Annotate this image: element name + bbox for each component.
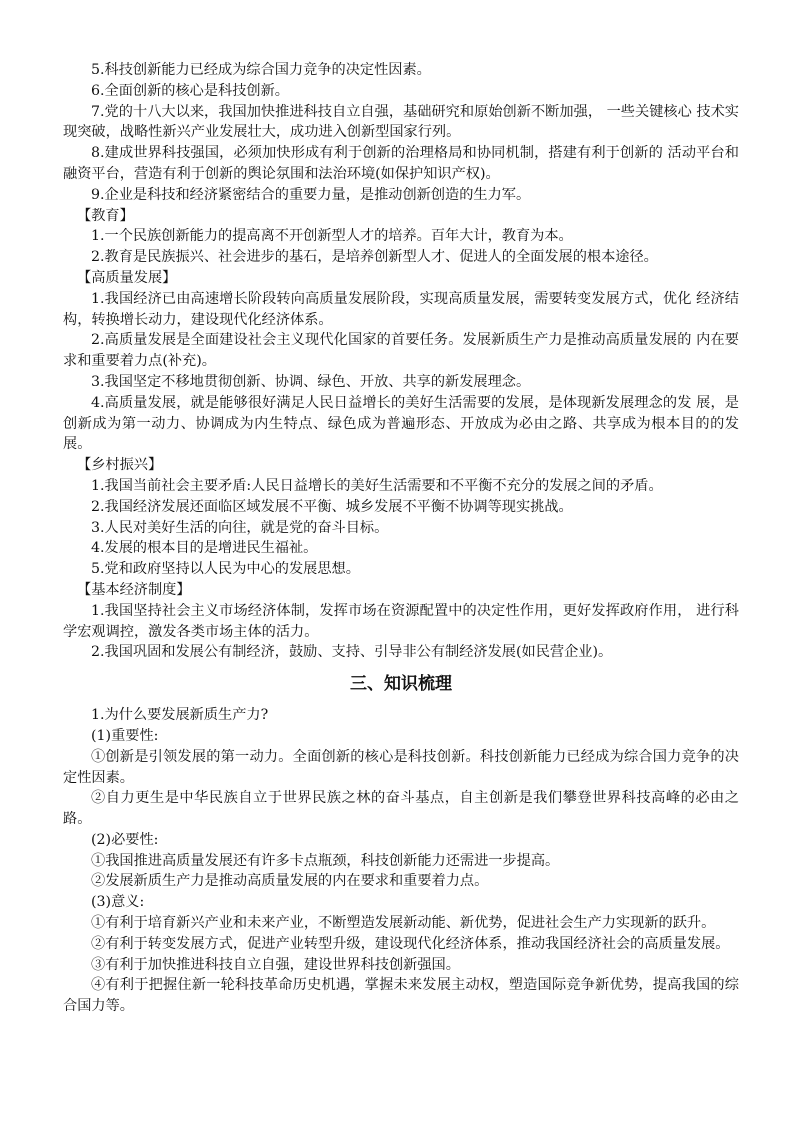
paragraph: 7.党的十八大以来，我国加快推进科技自立自强，基础研究和原始创新不断加强， 一些关键核心 技术实现突破，战略性新兴产业发展壮大，成功进入创新型国家行列。 <box>63 103 739 141</box>
paragraph: 2.高质量发展是全面建设社会主义现代化国家的首要任务。发展新质生产力是推动高质量发展的 内在要求和重要着力点(补充)。 <box>63 332 739 370</box>
paragraph: ①我国推进高质量发展还有许多卡点瓶颈，科技创新能力还需进一步提高。 <box>91 852 560 869</box>
paragraph: 3.人民对美好生活的向往，就是党的奋斗目标。 <box>91 519 389 536</box>
paragraph: ①创新是引领发展的第一动力。全面创新的核心是科技创新。科技创新能力已经成为综合国力竞争的决定性因素。 <box>63 748 739 786</box>
paragraph: ②发展新质生产力是推动高质量发展的内在要求和重要着力点。 <box>91 873 489 890</box>
section-heading-high-quality: 【高质量发展】 <box>77 269 177 286</box>
section-heading-economy: 【基本经济制度】 <box>77 581 191 598</box>
paragraph: ②自力更生是中华民族自立于世界民族之林的奋斗基点，自主创新是我们攀登世界科技高峰的必由之路。 <box>63 790 739 828</box>
paragraph: 2.我国经济发展还面临区域发展不平衡、城乡发展不平衡不协调等现实挑战。 <box>91 498 573 515</box>
paragraph: 4.发展的根本目的是增进民生福祉。 <box>91 540 318 557</box>
paragraph: 5.科技创新能力已经成为综合国力竞争的决定性因素。 <box>91 62 431 78</box>
paragraph: ④有利于把握住新一轮科技革命历史机遇，掌握未来发展主动权，塑造国际竞争新优势，提高我国的综合国力等。 <box>63 977 739 1015</box>
paragraph: 3.我国坚定不移地贯彻创新、协调、绿色、开放、共享的新发展理念。 <box>91 373 531 390</box>
paragraph: 2.我国巩固和发展公有制经济，鼓励、支持、引导非公有制经济发展(如民营企业)。 <box>91 644 613 661</box>
paragraph: 9.企业是科技和经济紧密结合的重要力量，是推动创新创造的生力军。 <box>91 186 531 203</box>
paragraph: 1.我国当前社会主要矛盾:人民日益增长的美好生活需要和不平衡不充分的发展之间的矛盾。 <box>91 477 663 494</box>
paragraph: ①有利于培育新兴产业和未来产业，不断塑造发展新动能、新优势，促进社会生产力实现新的跃升。 <box>91 915 716 932</box>
paragraph: (2)必要性: <box>91 831 159 848</box>
paragraph: (1)重要性: <box>91 727 159 744</box>
paragraph: 2.教育是民族振兴、社会进步的基石，是培养创新型人才、促进人的全面发展的根本途径。 <box>91 249 658 266</box>
paragraph: 6.全面创新的核心是科技创新。 <box>91 82 289 99</box>
section-title: 三、知识梳理 <box>350 674 452 695</box>
section-heading-education: 【教育】 <box>77 207 134 224</box>
paragraph: 1.我国坚持社会主义市场经济体制，发挥市场在资源配置中的决定性作用，更好发挥政府作用， 进行科学宏观调控，激发各类市场主体的活力。 <box>63 602 739 640</box>
section-heading-rural: 【乡村振兴】 <box>77 457 163 474</box>
document-page <box>63 60 739 1017</box>
paragraph: 5.党和政府坚持以人民为中心的发展思想。 <box>91 561 360 578</box>
paragraph: ③有利于加快推进科技自立自强，建设世界科技创新强国。 <box>91 956 460 973</box>
paragraph: 1.一个民族创新能力的提高离不开创新型人才的培养。百年大计，教育为本。 <box>91 228 573 245</box>
paragraph: 4.高质量发展，就是能够很好满足人民日益增长的美好生活需要的发展，是体现新发展理念的发 展，是创新成为第一动力、协调成为内生特点、绿色成为普遍形态、开放成为必由之路、共享成为根本目的的发展。 <box>63 394 739 453</box>
paragraph: 8.建成世界科技强国，必须加快形成有利于创新的治理格局和协同机制，搭建有利于创新的 活动平台和融资平台，营造有利于创新的舆论氛围和法治环境(如保护知识产权)。 <box>63 145 739 182</box>
paragraph: ②有利于转变发展方式，促进产业转型升级，建设现代化经济体系，推动我国经济社会的高质量发展。 <box>91 935 730 952</box>
paragraph: 1.我国经济已由高速增长阶段转向高质量发展阶段，实现高质量发展，需要转变发展方式，优化 经济结构，转换增长动力，建设现代化经济体系。 <box>63 290 739 328</box>
paragraph: 1.为什么要发展新质生产力? <box>91 707 269 724</box>
paragraph: (3)意义: <box>91 894 145 911</box>
